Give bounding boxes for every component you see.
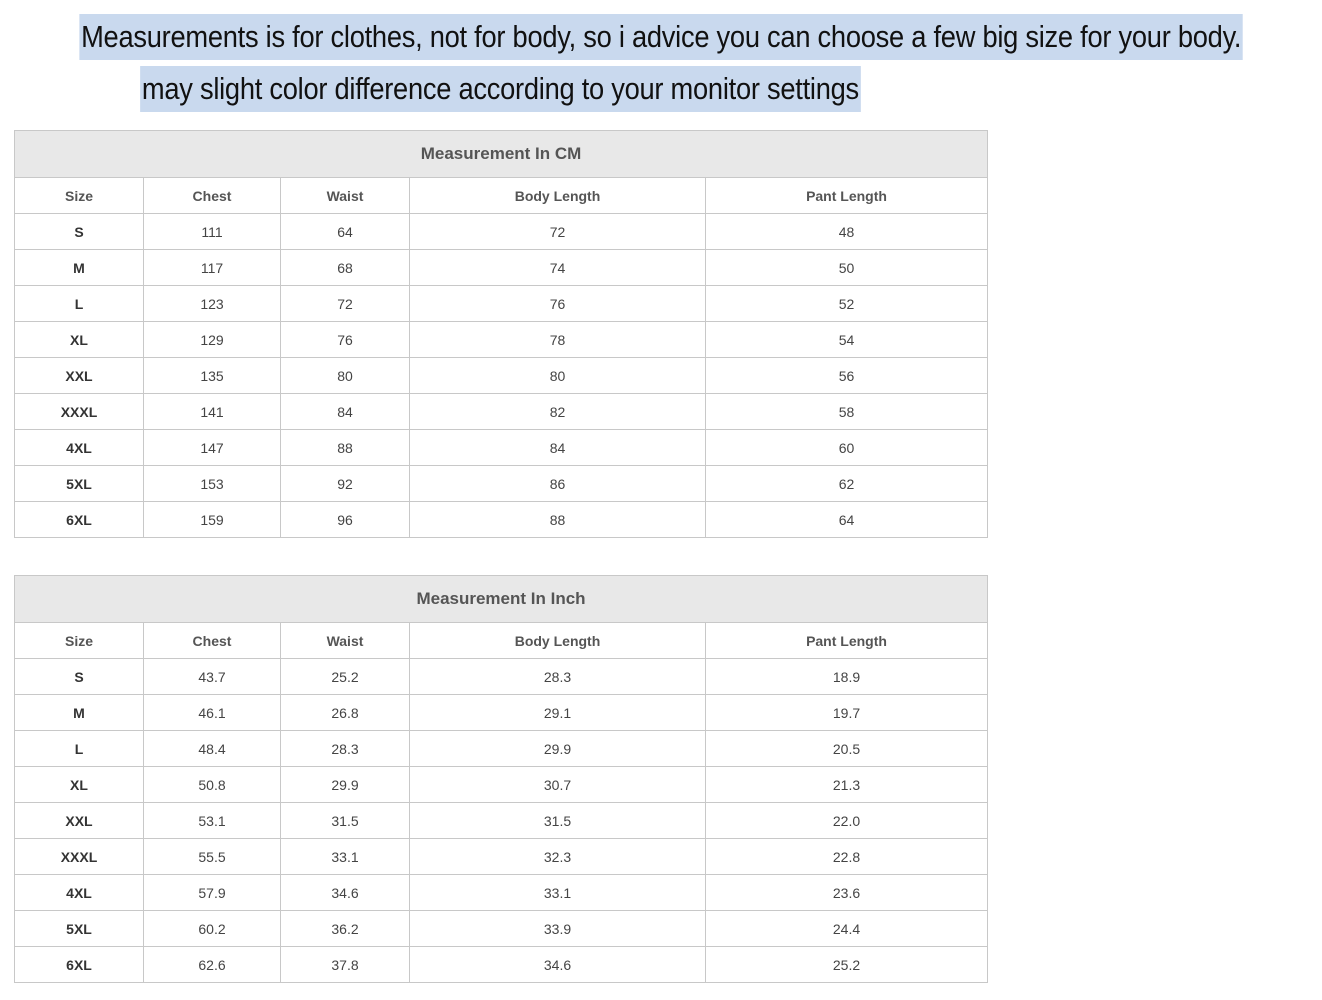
value-cell-pant-length: 19.7 xyxy=(706,695,988,731)
value-cell-body-length: 31.5 xyxy=(410,803,706,839)
value-cell-body-length: 82 xyxy=(410,394,706,430)
value-cell-waist: 72 xyxy=(281,286,410,322)
column-header-waist: Waist xyxy=(281,623,410,659)
value-cell-pant-length: 21.3 xyxy=(706,767,988,803)
table-row xyxy=(15,695,988,731)
value-cell-waist: 26.8 xyxy=(281,695,410,731)
value-cell-chest: 129 xyxy=(144,322,281,358)
value-cell-body-length: 78 xyxy=(410,322,706,358)
value-cell-waist: 37.8 xyxy=(281,947,410,983)
value-cell-waist: 34.6 xyxy=(281,875,410,911)
size-cell: XXL xyxy=(15,803,144,839)
column-header-chest: Chest xyxy=(144,178,281,214)
size-cell: XXXL xyxy=(15,839,144,875)
table-row xyxy=(15,947,988,983)
size-cell: S xyxy=(15,659,144,695)
value-cell-waist: 76 xyxy=(281,322,410,358)
value-cell-pant-length: 50 xyxy=(706,250,988,286)
value-cell-pant-length: 22.8 xyxy=(706,839,988,875)
value-cell-waist: 96 xyxy=(281,502,410,538)
size-table-inch xyxy=(14,575,988,983)
size-cell: 6XL xyxy=(15,947,144,983)
size-cell: XXL xyxy=(15,358,144,394)
value-cell-body-length: 80 xyxy=(410,358,706,394)
value-cell-waist: 92 xyxy=(281,466,410,502)
value-cell-waist: 29.9 xyxy=(281,767,410,803)
table-row xyxy=(15,466,988,502)
value-cell-waist: 25.2 xyxy=(281,659,410,695)
value-cell-chest: 60.2 xyxy=(144,911,281,947)
notice-line-1 xyxy=(0,14,1242,60)
value-cell-waist: 88 xyxy=(281,430,410,466)
value-cell-chest: 55.5 xyxy=(144,839,281,875)
table-row xyxy=(15,875,988,911)
notice-line-2 xyxy=(0,66,1000,112)
table-header-row xyxy=(15,178,988,214)
value-cell-chest: 117 xyxy=(144,250,281,286)
value-cell-chest: 57.9 xyxy=(144,875,281,911)
table-row xyxy=(15,430,988,466)
size-cell: 5XL xyxy=(15,466,144,502)
table-row xyxy=(15,358,988,394)
size-cell: 6XL xyxy=(15,502,144,538)
size-cell: L xyxy=(15,286,144,322)
value-cell-pant-length: 52 xyxy=(706,286,988,322)
value-cell-chest: 141 xyxy=(144,394,281,430)
column-header-size: Size xyxy=(15,623,144,659)
size-cell: 4XL xyxy=(15,430,144,466)
value-cell-pant-length: 48 xyxy=(706,214,988,250)
value-cell-waist: 80 xyxy=(281,358,410,394)
table-header-row xyxy=(15,623,988,659)
value-cell-waist: 31.5 xyxy=(281,803,410,839)
notice-text-color-difference: may slight color difference according to your monitor settings xyxy=(140,66,861,112)
size-cell: 5XL xyxy=(15,911,144,947)
value-cell-body-length: 88 xyxy=(410,502,706,538)
table-row xyxy=(15,286,988,322)
notice-text-clothes-measurement: Measurements is for clothes, not for body, so i advice you can choose a few big size for your body. xyxy=(79,14,1243,60)
size-cell: 4XL xyxy=(15,875,144,911)
value-cell-pant-length: 64 xyxy=(706,502,988,538)
value-cell-pant-length: 62 xyxy=(706,466,988,502)
column-header-body-length: Body Length xyxy=(410,623,706,659)
column-header-pant-length: Pant Length xyxy=(706,623,988,659)
value-cell-chest: 62.6 xyxy=(144,947,281,983)
value-cell-body-length: 33.1 xyxy=(410,875,706,911)
value-cell-waist: 33.1 xyxy=(281,839,410,875)
value-cell-body-length: 30.7 xyxy=(410,767,706,803)
size-cell: M xyxy=(15,695,144,731)
value-cell-body-length: 86 xyxy=(410,466,706,502)
value-cell-pant-length: 58 xyxy=(706,394,988,430)
value-cell-body-length: 29.9 xyxy=(410,731,706,767)
table-row xyxy=(15,214,988,250)
column-header-size: Size xyxy=(15,178,144,214)
table-title-row xyxy=(15,576,988,623)
value-cell-chest: 153 xyxy=(144,466,281,502)
size-cell: L xyxy=(15,731,144,767)
value-cell-waist: 36.2 xyxy=(281,911,410,947)
value-cell-pant-length: 23.6 xyxy=(706,875,988,911)
value-cell-chest: 147 xyxy=(144,430,281,466)
size-table-cm xyxy=(14,130,988,538)
value-cell-pant-length: 54 xyxy=(706,322,988,358)
table-row xyxy=(15,322,988,358)
value-cell-pant-length: 18.9 xyxy=(706,659,988,695)
column-header-waist: Waist xyxy=(281,178,410,214)
value-cell-body-length: 34.6 xyxy=(410,947,706,983)
value-cell-pant-length: 20.5 xyxy=(706,731,988,767)
value-cell-chest: 53.1 xyxy=(144,803,281,839)
value-cell-chest: 111 xyxy=(144,214,281,250)
table-row xyxy=(15,394,988,430)
table-row xyxy=(15,839,988,875)
value-cell-waist: 84 xyxy=(281,394,410,430)
size-cell: M xyxy=(15,250,144,286)
value-cell-chest: 46.1 xyxy=(144,695,281,731)
value-cell-body-length: 84 xyxy=(410,430,706,466)
value-cell-body-length: 28.3 xyxy=(410,659,706,695)
table-row xyxy=(15,250,988,286)
value-cell-chest: 135 xyxy=(144,358,281,394)
value-cell-body-length: 33.9 xyxy=(410,911,706,947)
column-header-pant-length: Pant Length xyxy=(706,178,988,214)
table-row xyxy=(15,731,988,767)
value-cell-pant-length: 24.4 xyxy=(706,911,988,947)
value-cell-body-length: 32.3 xyxy=(410,839,706,875)
size-cell: XL xyxy=(15,322,144,358)
size-cell: S xyxy=(15,214,144,250)
table-row xyxy=(15,659,988,695)
value-cell-waist: 28.3 xyxy=(281,731,410,767)
value-cell-chest: 159 xyxy=(144,502,281,538)
column-header-body-length: Body Length xyxy=(410,178,706,214)
value-cell-body-length: 74 xyxy=(410,250,706,286)
table-title: Measurement In CM xyxy=(15,131,988,178)
table-title: Measurement In Inch xyxy=(15,576,988,623)
value-cell-body-length: 76 xyxy=(410,286,706,322)
value-cell-body-length: 72 xyxy=(410,214,706,250)
table-row xyxy=(15,911,988,947)
table-row xyxy=(15,767,988,803)
value-cell-pant-length: 22.0 xyxy=(706,803,988,839)
column-header-chest: Chest xyxy=(144,623,281,659)
size-cell: XL xyxy=(15,767,144,803)
value-cell-chest: 43.7 xyxy=(144,659,281,695)
value-cell-pant-length: 60 xyxy=(706,430,988,466)
table-row xyxy=(15,803,988,839)
value-cell-pant-length: 25.2 xyxy=(706,947,988,983)
value-cell-pant-length: 56 xyxy=(706,358,988,394)
table-title-row xyxy=(15,131,988,178)
table-row xyxy=(15,502,988,538)
value-cell-chest: 48.4 xyxy=(144,731,281,767)
value-cell-chest: 50.8 xyxy=(144,767,281,803)
value-cell-body-length: 29.1 xyxy=(410,695,706,731)
value-cell-chest: 123 xyxy=(144,286,281,322)
value-cell-waist: 68 xyxy=(281,250,410,286)
value-cell-waist: 64 xyxy=(281,214,410,250)
size-cell: XXXL xyxy=(15,394,144,430)
